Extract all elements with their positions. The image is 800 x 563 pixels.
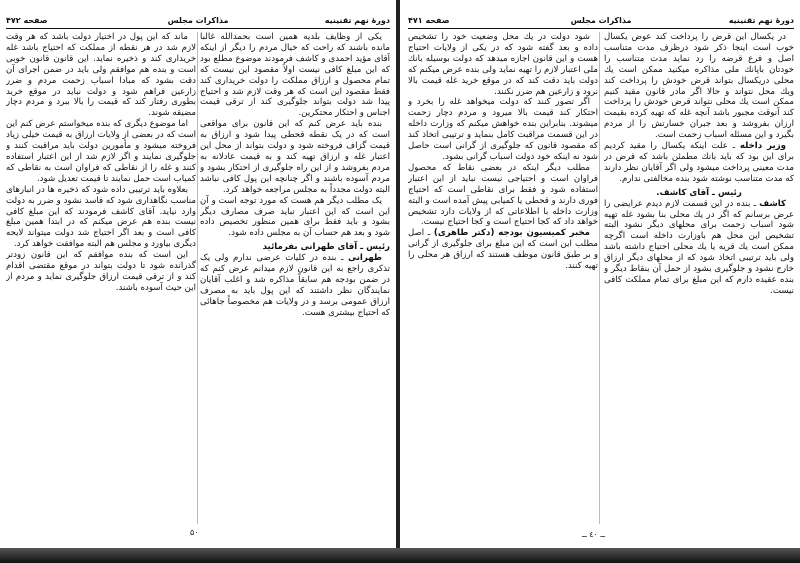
speech-paragraph xyxy=(408,228,598,272)
speaker-name: مخبر کمیسیون بودجه (دکتر طاهری) xyxy=(433,228,590,239)
speech-text: ـ بنده در کلیات عرضی ندارم ولی یک تذکری راجع به این قانون لازم میدانم عرض کنم که در ضمن بودجه هم سابقاً مذاکره شد و اغلب آقایان نمایندگان نظر داشتند که این پول باید به مصرف ارزاق عمومی برسد و در ولایات هم مخصوصاً جاهائی که احتیاج بیشتری هست. xyxy=(200,253,390,318)
volume-label: دورهٔ نهم تقنينيه xyxy=(728,16,794,25)
paragraph: یکی از وظایف بلدیه همین است بحمدالله غالباً مانده باشند که راحت که خیال مردم را دیگر از اینکه آقای مؤید احمدی و کاشف فرمودند موضوع مطلع بود که این مبلغ کافی نیست اولاً مقصود این نیست که تمام محصول و ارزاق مملکت را دولت خریداری کند فقط مقصود این است که هر وقت لازم شد و احتیاج پیدا شد دولت بتواند جلوگیری کند از ترقی قیمت اجناس و احتکار محتکرین. xyxy=(200,32,390,119)
text-column-right xyxy=(604,32,794,524)
volume-label: دورهٔ نهم تقنينيه xyxy=(324,16,390,25)
text-column-right xyxy=(200,32,390,524)
speech-text: ـ علت اینکه یکسال را مقید کردیم برای این بود که باید بانك مطمئن باشد که قرض در مدت معینی پرداخت میشود ولی اگر آقایان نظر دارند که مدت متناسب نوشته شود بنده مخالفتی ندارم. xyxy=(604,141,794,184)
speaker-heading: رئیس ـ آقای طهرانی بفرمائید xyxy=(262,242,390,253)
column-divider xyxy=(197,32,198,524)
paragraph: شود دولت در یك محل وضعیت خود را تشخیص داده و بعد گفته شود که در یکی از ولایات احتیاج هست و این قانون اجازه میدهد که دولت بوسیله بانك ملی اعتبار لازم را تهیه نماید ولی بنده عرض میکنم که دولت باید دقت کند که در موقع خرید غله قیمت بالا نرود و زارعین هم ضرر نکنند. xyxy=(408,32,598,97)
scan-shadow xyxy=(0,548,800,563)
speech-paragraph xyxy=(200,253,390,318)
text-column-left xyxy=(6,32,196,524)
page-number: صفحه ۴۷۱ xyxy=(408,16,450,25)
paragraph: اما موضوع دیگری که بنده میخواستم عرض کنم این است که در بعضی از ولایات ارزاق به قیمت خیلی زیاد فروخته میشود و مأمورین دولت باید مراقبت کنند و جلوگیری نمایند و اگر لازم شد از این اعتبار استفاده کنند و غله را از نقاطی که فراوان است به نقاطی که کمیاب است حمل نمایند تا قیمت تعدیل شود. xyxy=(6,119,196,184)
page-footer-number: ۵۰ xyxy=(190,528,199,537)
speaker-name: وزیر داخله xyxy=(739,141,787,152)
running-title: مذاکرات مجلس xyxy=(167,16,229,25)
text-column-left xyxy=(408,32,598,524)
paragraph: یک مطلب دیگر هم هست که مورد توجه است و آن این است که این اعتبار نباید صرف مصارف دیگر بشود و باید فقط برای همین منظور تخصیص داده شود و بعد هم حساب آن به مجلس داده شود. xyxy=(200,195,390,239)
speaker-name: کاشف xyxy=(759,198,787,209)
page-footer-number: ــ ٤٠ ــ xyxy=(582,530,606,539)
speaker-name: طهرانی xyxy=(348,253,382,264)
running-title: مذاکرات مجلس xyxy=(570,16,632,25)
speech-text: ـ بنده در این قسمت لازم دیدم عرایضی را عرض برسانم که اگر در یك محلی بنا بشود غله تهیه شود اسباب زحمت برای محلهای دیگر نشود البته تشخیص این محل هم باوزارت داخله است اگرچه ممکن است یك قریه یا یك محلی احتیاج داشته باشد ولی باید ترتیبی اتخاذ شود که از محلهای دیگر ارزاق خارج نشود و جلوگیری بشود از حمل آن بنقاط دیگر و بنده عقیده دارم که این مبلغ برای تمام مملکت کافی نیست. xyxy=(604,198,794,296)
left-page xyxy=(0,0,396,540)
speech-paragraph xyxy=(604,141,794,185)
right-page xyxy=(402,0,800,540)
paragraph: این است که بنده موافقم که این قانون زودتر گذرانده شود تا دولت بتواند در موقع مقتضی اقدام کند و از ترقی قیمت ارزاق جلوگیری نماید و مردم از این حیث آسوده باشند. xyxy=(6,250,196,293)
page-number: صفحه ۴۷۲ xyxy=(6,16,48,25)
paragraph: بعلاوه باید ترتیبی داده شود که ذخیره ها در انبارهای مناسب نگاهداری شود که فاسد نشود و ضرر به دولت وارد نیاید. آقای کاشف فرمودند که این مبلغ کافی نیست بنده هم عرض میکنم که در ابتدا همین مبلغ کافی است و بعد اگر احتیاج شد دولت میتواند لایحه دیگری بیاورد و مجلس هم البته موافقت خواهد کرد. xyxy=(6,184,196,250)
page-header xyxy=(6,14,390,29)
paragraph: بنده باید عرض کنم که این قانون برای مواقعی است که در یک نقطه قحطی پیدا شود و ارزاق به قیمت گزاف فروخته شود و دولت بتواند از محل این اعتبار غله و ارزاق تهیه کند و به قیمت عادلانه به مردم بفروشد و از این راه جلوگیری از احتکار بشود و مردم آسوده باشند و اگر چنانچه این پول کافی نباشد البته دولت مجدداً به مجلس مراجعه خواهد کرد. xyxy=(200,119,390,195)
paragraph: مطلب دیگر اینکه در بعضی نقاط که محصول فراوان است و احتیاجی نیست نباید از این اعتبار استفاده شود و فقط برای نقاطی است که احتیاج فوری دارند و قحطی یا کمیابی پیش آمده است و البته وزارت داخله با اطلاعاتی که از ولایات دارد تشخیص خواهد داد که کجا احتیاج است و کجا احتیاج نیست. xyxy=(408,162,598,228)
speech-text: ـ اصل مطلب این است که این مبلغ برای جلوگیری از گرانی و بر طبق قانون موظف هستند که ارزاق هر محلی را تهیه کنند. xyxy=(408,228,598,272)
book-gutter xyxy=(396,0,400,548)
speaker-heading: رئیس ـ آقای کاشف. xyxy=(656,187,742,198)
paragraph: ماند که این پول در اختیار دولت باشد که هر وقت لازم شد در هر نقطه از مملکت که احتیاج باشد غله خریداری کند و ذخیره نماید. این قانون قانون خوبی است و بنده هم موافقم ولی باید در ضمن اجرای آن دقت بشود که مبادا اسباب زحمت مردم و ضرر زارعین فراهم شود و دولت نباید در موقع خرید بطوری رفتار کند که قیمت را بالا ببرد و مردم دچار مضیقه شوند. xyxy=(6,32,196,119)
paragraph: اگر تصور کنند که دولت میخواهد غله را بخرد و احتکار کند قیمت بالا میرود و مردم دچار زحمت میشوند. بنابراین بنده خواهش میکنم که وزارت داخله در این قسمت مراقبت کامل بنماید و ترتیبی اتخاذ کند که مقصود قانون که جلوگیری از گرانی است حاصل شود نه اینکه خود دولت اسباب گرانی بشود. xyxy=(408,97,598,162)
paragraph: در یکسال این قرض را پرداخت کند عوض یکسال خوب است اینجا ذکر شود درظرف مدت متناسب اصل و فرع قرضه را رد نماید مدت متناسب را خودتان باپانك ملی مذاکره میکنید ممکن است یك محلی دریکسال بتواند قرض خودش را پرداخت کند ویك محل نتواند و حالا اگر مادر قانون مقید کنیم ممکن است یك محلی نتواند قرض خودش را پرداخت کند آنوقت مجبور باشد آنچه غله که تهیه کرده بقیمت ارزان بفروشد و بعد جبران خسارتش را از مردم بگیرد و این مسئله اسباب زحمت است. xyxy=(604,32,794,141)
speech-paragraph xyxy=(604,199,794,297)
column-divider xyxy=(599,32,600,524)
page-header xyxy=(408,14,794,29)
